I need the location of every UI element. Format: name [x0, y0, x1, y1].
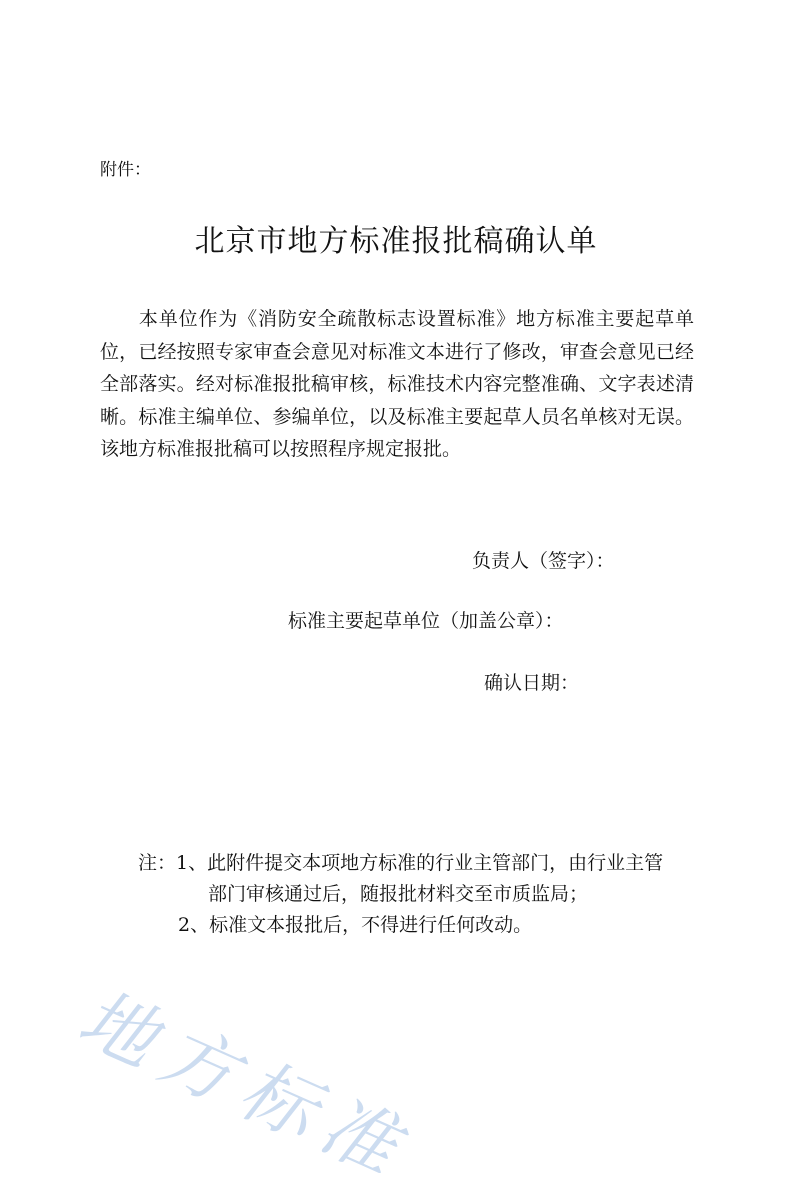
watermark — [66, 960, 528, 1197]
watermark-text: 地方标准 — [66, 974, 424, 1197]
note-2: 2、标准文本报批后，不得进行任何改动。 — [178, 914, 533, 936]
note-1-line-1: 注：1、此附件提交本项地方标准的行业主管部门，由行业主管 — [138, 852, 664, 874]
body-paragraph — [100, 303, 694, 466]
drafting-unit-seal-label: 标准主要起草单位（加盖公章）： — [288, 610, 564, 632]
document-title: 北京市地方标准报批稿确认单 — [194, 224, 598, 259]
confirm-date-label: 确认日期： — [484, 672, 580, 694]
attachment-label: 附件： — [100, 160, 151, 180]
body-text: 本单位作为《消防安全疏散标志设置标准》地方标准主要起草单位，已经按照专家审查会意见对标准文本进行了修改，审查会意见已经全部落实。经对标准报批稿审核，标准技术内容完整准确、文字表述清晰。标准主编单位、参编单位，以及标准主要起草人员名单核对无误。该地方标准报批稿可以按照程序规定报批。 — [100, 308, 694, 460]
note-1-line-2: 部门审核通过后，随报批材料交至市质监局； — [208, 883, 589, 905]
responsible-person-signature-label: 负责人（签字）： — [472, 550, 615, 572]
notes-section — [138, 848, 698, 941]
